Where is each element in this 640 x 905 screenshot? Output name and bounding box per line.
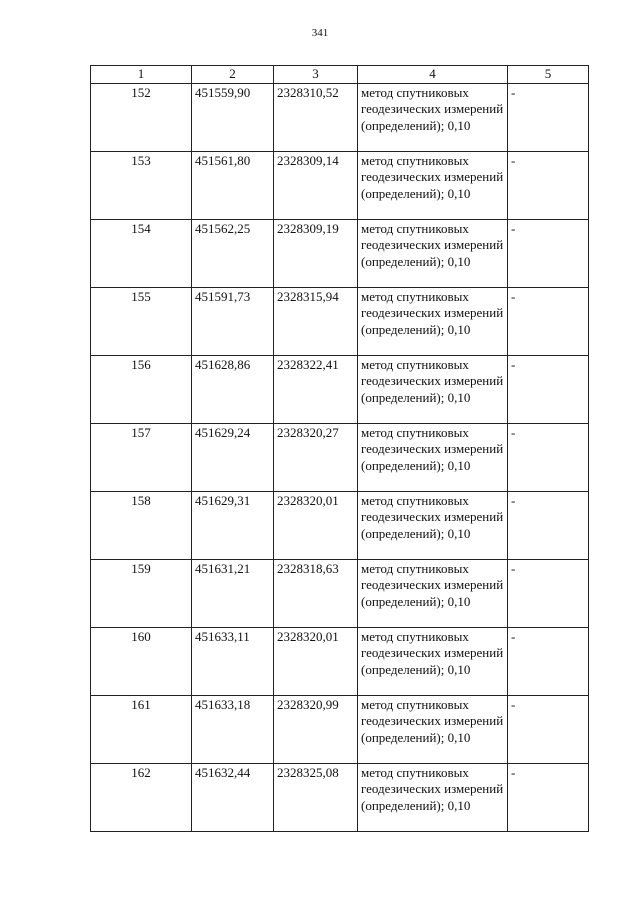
y-coordinate-cell: 2328309,14 (274, 152, 358, 220)
point-number-cell: 152 (91, 84, 192, 152)
table-row (91, 84, 589, 152)
note-cell: - (508, 288, 589, 356)
x-coordinate-cell: 451561,80 (192, 152, 274, 220)
y-coordinate-cell: 2328310,52 (274, 84, 358, 152)
table-body (91, 84, 589, 832)
header-cell-1: 1 (91, 66, 192, 84)
y-coordinate-cell: 2328325,08 (274, 764, 358, 832)
method-cell: метод спутниковых геодезических измерений (определений); 0,10 (358, 696, 508, 764)
point-number-cell: 156 (91, 356, 192, 424)
point-number-cell: 162 (91, 764, 192, 832)
method-cell: метод спутниковых геодезических измерений (определений); 0,10 (358, 288, 508, 356)
page-number: 341 (311, 27, 329, 39)
table-row (91, 356, 589, 424)
method-cell: метод спутниковых геодезических измерений (определений); 0,10 (358, 628, 508, 696)
x-coordinate-cell: 451628,86 (192, 356, 274, 424)
x-coordinate-cell: 451559,90 (192, 84, 274, 152)
point-number-cell: 154 (91, 220, 192, 288)
table-row (91, 628, 589, 696)
table-row (91, 764, 589, 832)
y-coordinate-cell: 2328309,19 (274, 220, 358, 288)
y-coordinate-cell: 2328320,01 (274, 628, 358, 696)
header-cell-3: 3 (274, 66, 358, 84)
table-row (91, 288, 589, 356)
note-cell: - (508, 696, 589, 764)
point-number-cell: 155 (91, 288, 192, 356)
method-cell: метод спутниковых геодезических измерений (определений); 0,10 (358, 764, 508, 832)
x-coordinate-cell: 451631,21 (192, 560, 274, 628)
point-number-cell: 159 (91, 560, 192, 628)
table-header (91, 66, 589, 84)
table-row (91, 492, 589, 560)
table-row (91, 560, 589, 628)
y-coordinate-cell: 2328318,63 (274, 560, 358, 628)
note-cell: - (508, 764, 589, 832)
y-coordinate-cell: 2328320,01 (274, 492, 358, 560)
y-coordinate-cell: 2328320,27 (274, 424, 358, 492)
table-row (91, 152, 589, 220)
x-coordinate-cell: 451632,44 (192, 764, 274, 832)
point-number-cell: 160 (91, 628, 192, 696)
y-coordinate-cell: 2328322,41 (274, 356, 358, 424)
note-cell: - (508, 560, 589, 628)
method-cell: метод спутниковых геодезических измерений (определений); 0,10 (358, 424, 508, 492)
header-cell-5: 5 (508, 66, 589, 84)
method-cell: метод спутниковых геодезических измерений (определений); 0,10 (358, 492, 508, 560)
y-coordinate-cell: 2328315,94 (274, 288, 358, 356)
x-coordinate-cell: 451562,25 (192, 220, 274, 288)
note-cell: - (508, 220, 589, 288)
note-cell: - (508, 492, 589, 560)
x-coordinate-cell: 451629,31 (192, 492, 274, 560)
coordinates-table (90, 65, 589, 832)
point-number-cell: 158 (91, 492, 192, 560)
note-cell: - (508, 84, 589, 152)
table-row (91, 696, 589, 764)
note-cell: - (508, 628, 589, 696)
x-coordinate-cell: 451633,11 (192, 628, 274, 696)
table-row (91, 424, 589, 492)
header-cell-2: 2 (192, 66, 274, 84)
point-number-cell: 153 (91, 152, 192, 220)
table-row (91, 220, 589, 288)
point-number-cell: 157 (91, 424, 192, 492)
method-cell: метод спутниковых геодезических измерений (определений); 0,10 (358, 152, 508, 220)
method-cell: метод спутниковых геодезических измерений (определений); 0,10 (358, 560, 508, 628)
y-coordinate-cell: 2328320,99 (274, 696, 358, 764)
method-cell: метод спутниковых геодезических измерений (определений); 0,10 (358, 356, 508, 424)
note-cell: - (508, 356, 589, 424)
x-coordinate-cell: 451629,24 (192, 424, 274, 492)
x-coordinate-cell: 451633,18 (192, 696, 274, 764)
point-number-cell: 161 (91, 696, 192, 764)
x-coordinate-cell: 451591,73 (192, 288, 274, 356)
note-cell: - (508, 152, 589, 220)
note-cell: - (508, 424, 589, 492)
method-cell: метод спутниковых геодезических измерений (определений); 0,10 (358, 220, 508, 288)
method-cell: метод спутниковых геодезических измерений (определений); 0,10 (358, 84, 508, 152)
header-cell-4: 4 (358, 66, 508, 84)
header-row (91, 66, 589, 84)
